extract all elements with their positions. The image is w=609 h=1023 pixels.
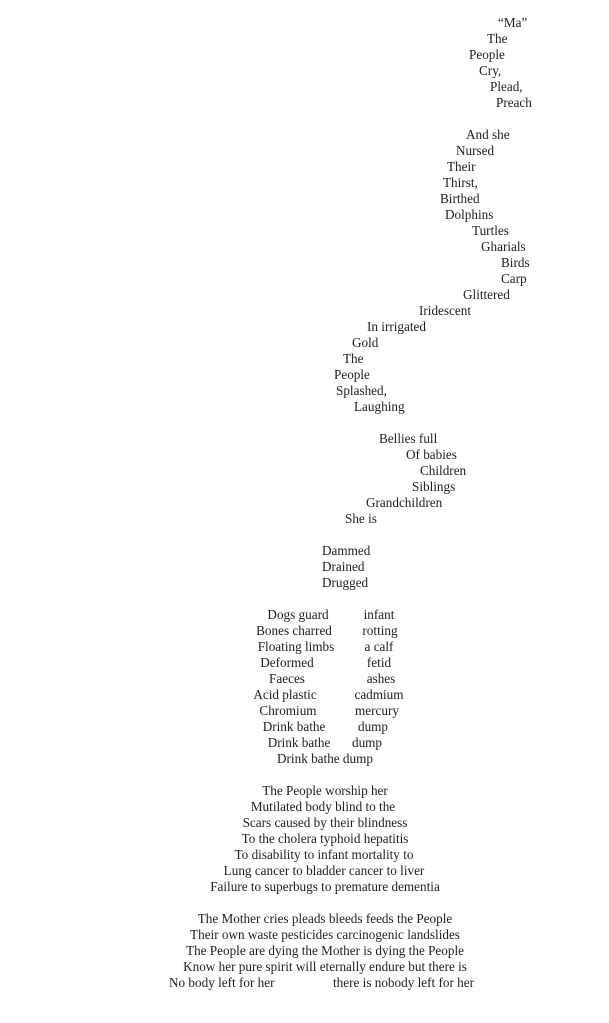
poem-line: To the cholera typhoid hepatitis [241,831,409,846]
poem-line-right: dump [357,719,389,734]
poem-line: Mutilated body blind to the [250,799,396,814]
poem-line: Bellies full [379,431,438,446]
poem-line: Their [447,159,476,174]
poem-line: In irrigated [367,319,426,334]
poem-line: Birds [501,255,530,270]
poem-line: Thirst, [443,175,478,190]
poem-line: Scars caused by their blindness [242,815,408,830]
poem-line: The [487,31,508,46]
poem-line-left: Drink bathe [267,735,331,750]
poem-line: Drink bathe dump [277,751,373,766]
poem-line: Nursed [456,143,495,158]
poem-line-left: Chromium [259,703,317,718]
poem-line: The [343,351,364,366]
poem-line: Children [420,463,467,478]
poem-line: Carp [501,271,527,286]
poem-line: Know her pure spirit will eternally endure but there is [183,959,467,974]
poem-line: “Ma” [498,15,528,30]
poem-line: Failure to superbugs to premature dementia [210,879,440,894]
poem-line-left: No body left for her [169,975,275,990]
poem-line: Turtles [472,223,509,238]
poem-line: Siblings [412,479,456,494]
poem-line-right: a calf [364,639,394,654]
poem-line: Grandchildren [366,495,443,510]
poem-line: Birthed [440,191,480,206]
poem-line: Dolphins [445,207,494,222]
poem-line: Splashed, [336,383,387,398]
poem-line-right: dump [351,735,383,750]
poem-line: Lung cancer to bladder cancer to liver [223,863,425,878]
poem-line: Gharials [481,239,526,254]
poem-line-left: Acid plastic [253,687,317,702]
poem-line-right: fetid [366,655,392,670]
poem-line: The People are dying the Mother is dying the People [186,943,464,958]
poem-line: Dammed [322,543,371,558]
poem-line-right: mercury [355,703,399,718]
poem-line-left: Faeces [269,671,305,686]
poem-line-left: Floating limbs [257,639,335,654]
poem-line: Drugged [322,575,369,590]
poem-line-right: rotting [362,623,398,638]
poem-line-right: cadmium [354,687,404,702]
poem-line-left: Deformed [260,655,314,670]
poem-line-right: infant [363,607,395,622]
poem-line: Drained [322,559,365,574]
poem-line-left: Bones charred [256,623,332,638]
poem-line-right: ashes [366,671,396,686]
poem-line: The Mother cries pleads bleeds feeds the People [197,911,453,926]
poem-line: Gold [352,335,379,350]
poem-line: She is [345,511,377,526]
poem-line-left: Dogs guard [267,607,329,622]
poem-line: To disability to infant mortality to [234,847,414,862]
poem-line: Plead, [490,79,523,94]
poem-line: People [469,47,505,62]
poem-line: And she [466,127,510,142]
poem-line: Of babies [406,447,457,462]
poem-line: Laughing [354,399,405,414]
poem-line-left: Drink bathe [262,719,326,734]
poem-line: Preach [496,95,532,110]
poem-line-right: there is nobody left for her [333,975,474,990]
poem-line: Cry, [479,63,502,78]
poem-line: The People worship her [262,783,388,798]
poem-line: Their own waste pesticides carcinogenic landslides [190,927,460,942]
poem-line: Iridescent [419,303,471,318]
poem-line: Glittered [463,287,510,302]
poem-line: People [334,367,370,382]
